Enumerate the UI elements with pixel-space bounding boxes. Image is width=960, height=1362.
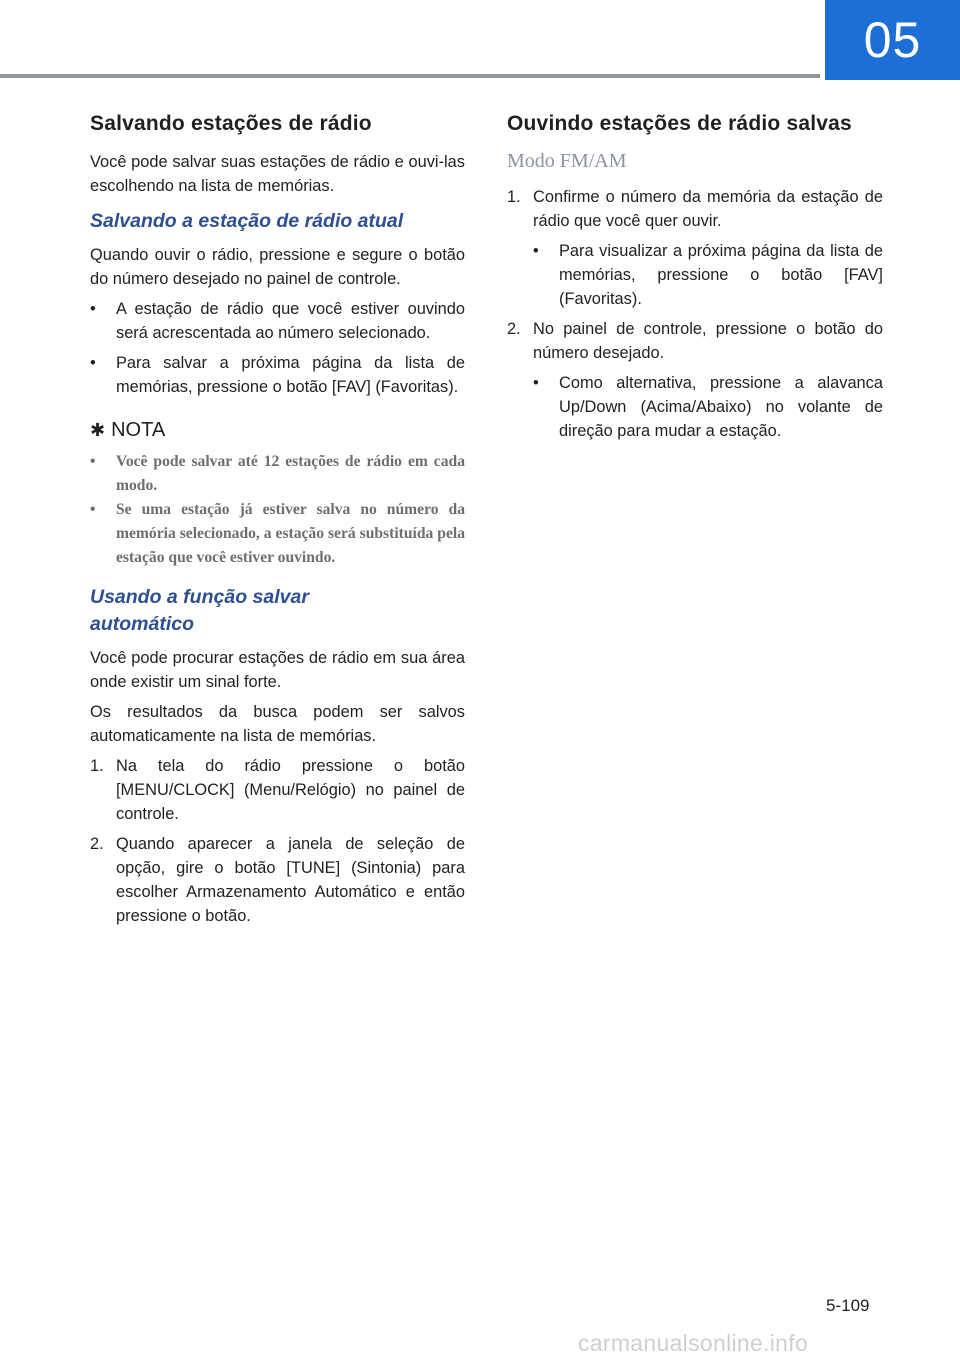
bullet-marker: • (533, 374, 539, 392)
section-title: Salvando estações de rádio (90, 112, 372, 135)
title-line: Usando a função salvar (90, 586, 309, 608)
left-column (90, 112, 465, 934)
mode-title: Modo FM/AM (507, 150, 627, 172)
title-line: automático (90, 613, 195, 635)
step-text: Quando aparecer a janela de seleção de opção, gire o botão [TUNE] (Sintonia) para escolher Armazenamento Automático e então pressione o botão. (116, 835, 465, 925)
note-item (90, 450, 465, 498)
bullet-marker: • (90, 453, 96, 470)
note-item (90, 498, 465, 570)
asterisk-icon: ✱ (90, 420, 106, 440)
bullet-item (90, 351, 465, 399)
bullet-item (90, 297, 465, 345)
step-number: 2. (507, 320, 521, 338)
step-text: No painel de controle, pressione o botão do número desejado. (533, 320, 883, 362)
step-text: Confirme o número da memória da estação de rádio que você quer ouvir. (533, 188, 883, 230)
bullet-marker: • (90, 501, 96, 518)
bullet-marker: • (533, 242, 539, 260)
subsection-title: Salvando a estação de rádio atual (90, 210, 404, 232)
watermark: carmanualsonline.info (578, 1330, 809, 1356)
paragraph: Quando ouvir o rádio, pressione e segure o botão do número desejado no painel de controle. (90, 246, 465, 288)
subsection-title-auto-save (90, 584, 465, 638)
numbered-step (90, 832, 465, 928)
note-list (90, 450, 465, 570)
note-heading (90, 419, 465, 442)
paragraph: Os resultados da busca podem ser salvos automaticamente na lista de memórias. (90, 703, 465, 745)
numbered-step (507, 185, 883, 233)
bullet-text: Como alternativa, pressione a alavanca Up/Down (Acima/Abaixo) no volante de direção para mudar a estação. (559, 374, 883, 440)
paragraph: Você pode procurar estações de rádio em sua área onde existir um sinal forte. (90, 649, 465, 691)
header-rule (0, 74, 820, 78)
step-number: 1. (90, 757, 104, 775)
section-title: Ouvindo estações de rádio salvas (507, 112, 852, 135)
bullet-text: Para visualizar a próxima página da lista de memórias, pressione o botão [FAV] (Favoritas). (559, 242, 883, 308)
step-number: 1. (507, 188, 521, 206)
note-text: Você pode salvar até 12 estações de rádio em cada modo. (116, 453, 465, 494)
note-title: NOTA (111, 419, 166, 441)
bullet-text: Para salvar a próxima página da lista de memórias, pressione o botão [FAV] (Favoritas). (116, 354, 465, 396)
intro-text: Você pode salvar suas estações de rádio e ouvi-las escolhendo na lista de memórias. (90, 153, 465, 195)
chapter-tab: 05 (825, 0, 960, 80)
numbered-step (90, 754, 465, 826)
step-number: 2. (90, 835, 104, 853)
bullet-marker: • (90, 354, 96, 372)
step-text: Na tela do rádio pressione o botão [MENU/CLOCK] (Menu/Relógio) no painel de controle. (116, 757, 465, 823)
note-text: Se uma estação já estiver salva no número da memória selecionado, a estação será substituída pela estação que você estiver ouvindo. (116, 501, 465, 566)
numbered-step (507, 317, 883, 365)
bullet-text: A estação de rádio que você estiver ouvindo será acrescentada ao número selecionado. (116, 300, 465, 342)
bullet-item (507, 239, 883, 311)
right-column (507, 112, 883, 449)
page-number: 5-109 (826, 1296, 870, 1315)
bullet-item (507, 371, 883, 443)
bullet-marker: • (90, 300, 96, 318)
